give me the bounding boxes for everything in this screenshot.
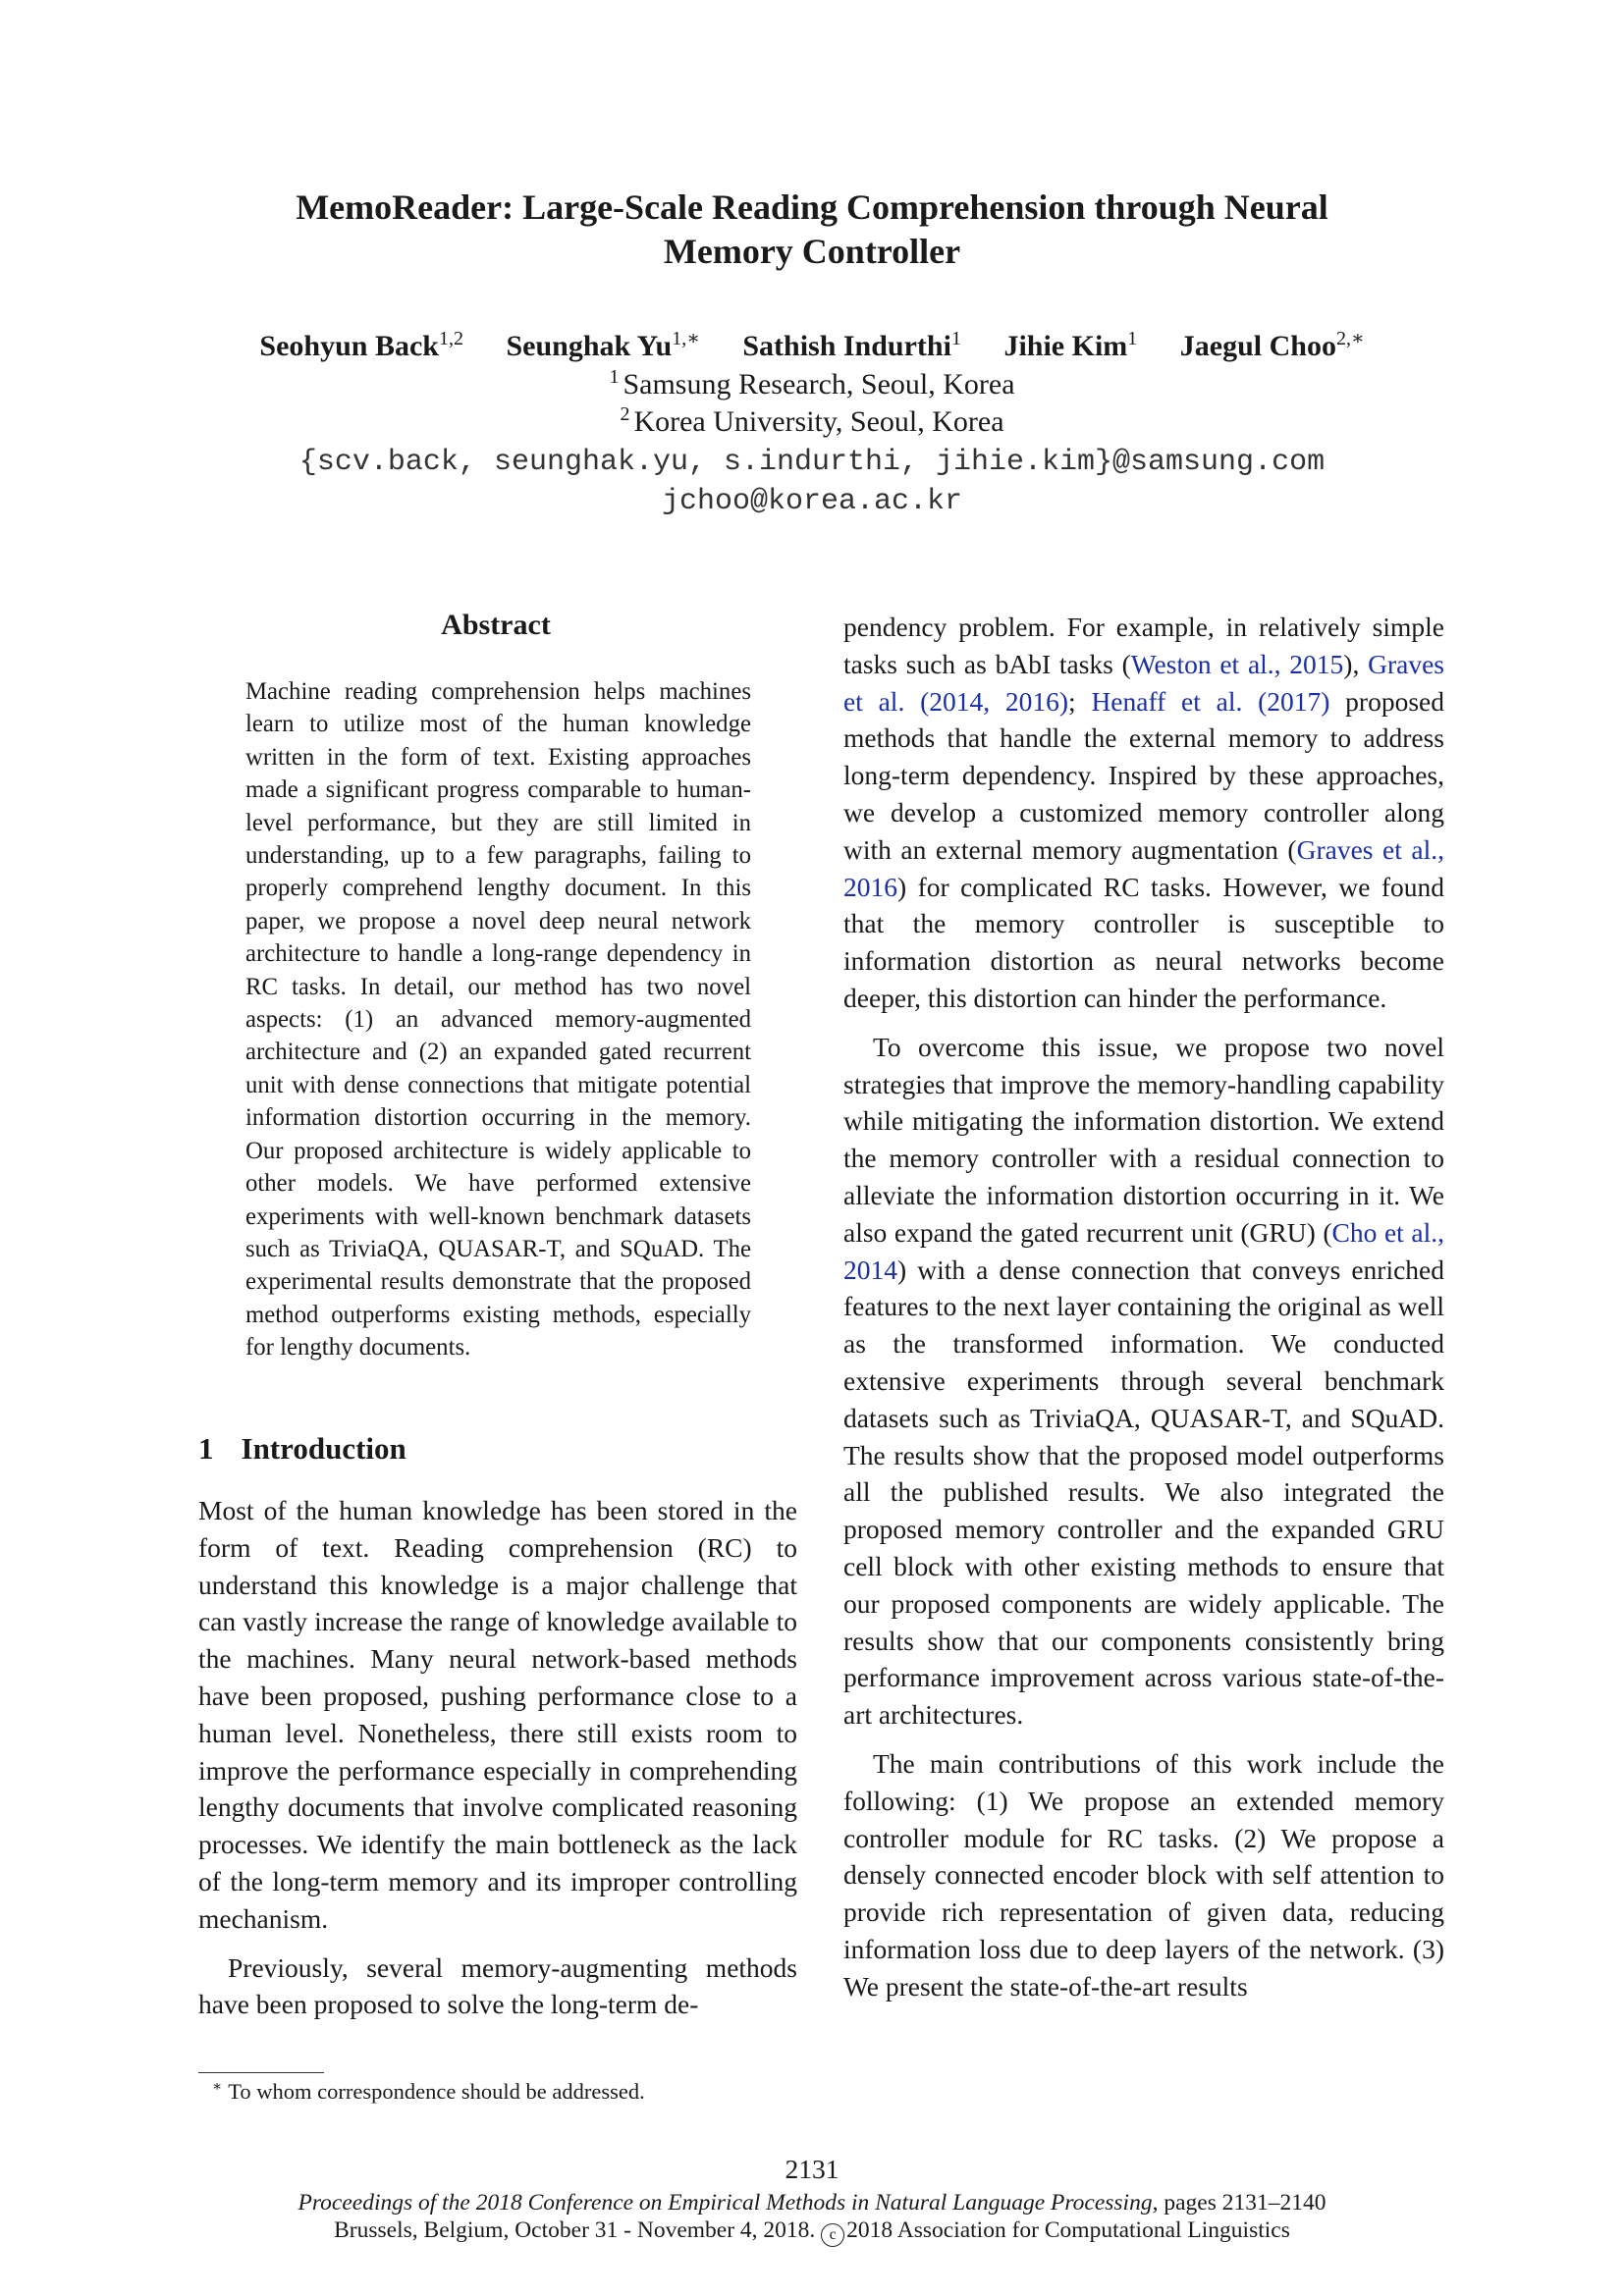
section-number: 1	[198, 1431, 214, 1466]
citation-link[interactable]: Weston et al., 2015	[1130, 648, 1344, 679]
abstract-heading: Abstract	[441, 609, 551, 641]
author: Seohyun Back$^{1,2}$	[259, 328, 463, 362]
title-line-1: MemoReader: Large-Scale Reading Comprehension through Neural	[296, 187, 1328, 227]
affiliation: $^1$ Samsung Research, Seoul, Korea	[609, 366, 1015, 400]
citation-link[interactable]: Graves et al. (2014, 2016)	[843, 648, 1444, 717]
author: Seunghak $Yu^{1,∗}$	[506, 328, 700, 362]
paragraph: Most of the human knowledge has been stored in the form of text. Reading comprehension (RC) to understand this knowledge is a major challenge that can vastly increase the range of knowledge available to the machines. Many neural network-based methods have been proposed, pushing performance close to a human level. Nonetheless, there still exists room to improve the performance especially in comprehending lengthy documents that involve complicated reasoning processes. We identify the main bottleneck as the lack of the long-term memory and its improper controlling mechanism.	[198, 1495, 797, 1934]
left-column	[198, 1492, 797, 2035]
paragraph: The main contributions of this work include the following: (1) We propose an extended memory controller module for RC tasks. (2) We propose a densely connected encoder block with self attention to provide rich representation of given data, reducing information loss due to deep layers of the network. (3) We present the state-of-the-art results	[843, 1747, 1444, 2002]
footnote-divider	[198, 2072, 324, 2073]
author-list	[147, 327, 1477, 366]
section-heading	[198, 1431, 406, 1467]
author-email: jchoo@korea.ac.kr	[661, 485, 963, 518]
paper-title	[147, 186, 1477, 274]
proceedings-line: Proceedings of the 2018 Conference on Empirical Methods in Natural Language Processing, pages 2131–2140	[298, 2190, 1326, 2216]
paragraph: pendency problem. For example, in relatively simple tasks such as bAbI tasks (Weston et al., 2015), Graves et al. (2014, 2016); Henaff et al. (2017) proposed methods that handle the external memory to address long-term dependency. Inspired by these approaches, we develop a customized memory controller along with an external memory augmentation (Graves et al., 2016) for complicated RC tasks. However, we found that the memory controller is susceptible to information distortion as neural networks become deeper, this distortion can hinder the performance.	[843, 612, 1444, 1013]
right-column	[843, 609, 1444, 2016]
section-title: Introduction	[241, 1431, 406, 1466]
venue-line: Brussels, Belgium, October 31 - November 4, 2018. c 2018 Association for Computational Linguistics	[0, 2216, 1624, 2247]
paragraph: To overcome this issue, we propose two novel strategies that improve the memory-handling capability while mitigating the information distortion. We extend the memory controller with a residual connection to alleviate the information distortion occurring in it. We also expand the gated recurrent unit (GRU) (Cho et al., 2014) with a dense connection that conveys enriched features to the next layer containing the original as well as the transformed information. We conducted extensive experiments through several benchmark datasets such as TriviaQA, QUASAR-T, and SQuAD. The results show that the proposed model outperforms all the published results. We also integrated the proposed memory controller and the expanded GRU cell block with other existing methods to ensure that our proposed components are widely applicable. The results show that our components consistently bring performance improvement across various state-of-the-art architectures.	[843, 1031, 1444, 1731]
citation-link[interactable]: Graves et al., 2016	[843, 833, 1444, 902]
page-number: 2131	[785, 2154, 839, 2184]
affiliation: $^2$ Korea University, Seoul, Korea	[620, 403, 1004, 438]
author-emails: {scv.back, seunghak.yu, s.indurthi, jihie.kim}@samsung.com	[298, 446, 1326, 479]
citation-link[interactable]: Cho et al., 2014	[843, 1216, 1444, 1285]
author: Sathish Indurthi$^1$	[742, 328, 961, 362]
author: Jihie Kim$^1$	[1003, 328, 1138, 362]
author: Jaegul Choo$^{2,∗}$	[1179, 328, 1365, 362]
abstract-text: Machine reading comprehension helps machines learn to utilize most of the human knowledge written in the form of text. Existing approaches made a significant progress comparable to human-level performance, but they are still limited in understanding, up to a few paragraphs, failing to properly comprehend lengthy document. In this paper, we propose a novel deep neural network architecture to handle a long-range dependency in RC tasks. In detail, our method has two novel aspects: (1) an advanced memory-augmented architecture and (2) an expanded gated recurrent unit with dense connections that mitigate potential information distortion occurring in the memory. Our proposed architecture is widely applicable to other models. We have performed extensive experiments with well-known benchmark datasets such as TriviaQA, QUASAR-T, and SQuAD. The experimental results demonstrate that the proposed method outperforms existing methods, especially for lengthy documents.	[245, 678, 751, 1362]
footnote: ∗ To whom correspondence should be addressed.	[212, 2079, 645, 2104]
citation-link[interactable]: Henaff et al. (2017)	[1091, 685, 1330, 717]
copyright-icon: c	[821, 2223, 844, 2247]
paragraph: Previously, several memory-augmenting methods have been proposed to solve the long-term de-	[198, 1951, 797, 2020]
title-line-2: Memory Controller	[663, 232, 961, 271]
